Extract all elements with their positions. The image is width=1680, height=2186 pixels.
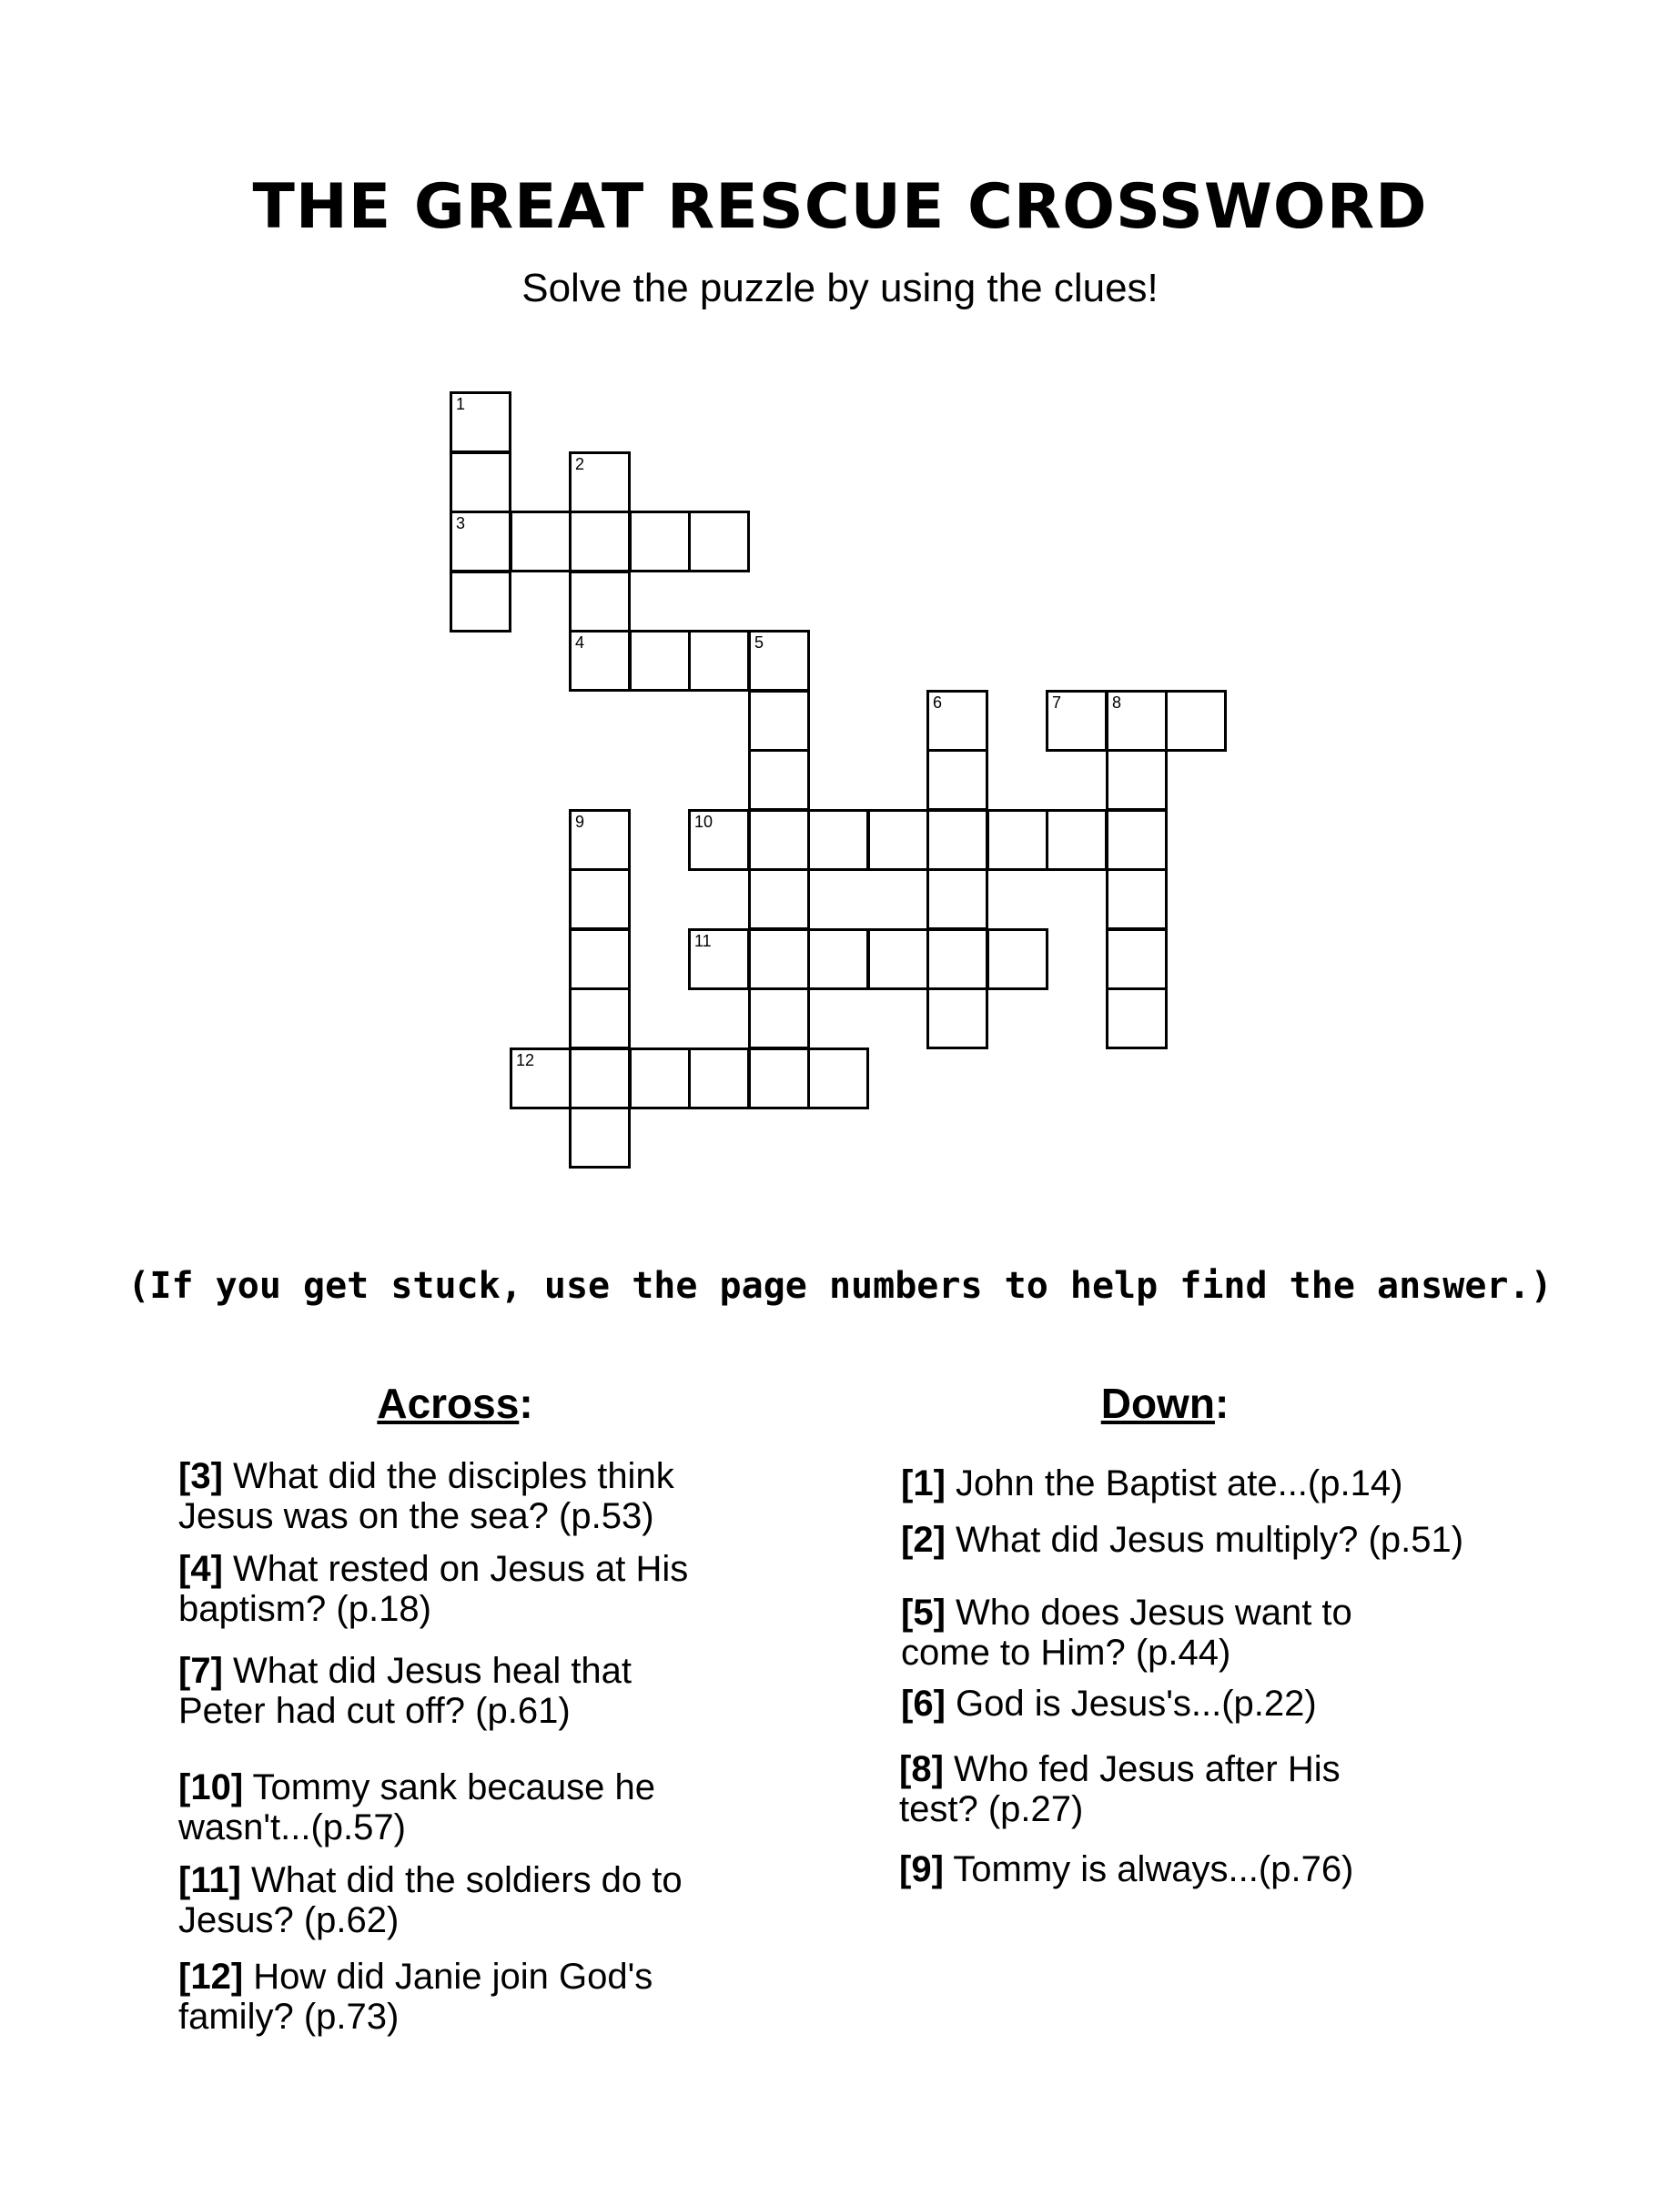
grid-cell[interactable] xyxy=(748,928,810,990)
grid-cell[interactable] xyxy=(688,630,750,692)
across-clue: [7] What did Jesus heal that Peter had cut off? (p.61) xyxy=(178,1651,633,1731)
grid-cell[interactable] xyxy=(1165,690,1227,752)
grid-cell[interactable] xyxy=(569,987,631,1049)
grid-cell[interactable] xyxy=(748,868,810,930)
across-heading: Across: xyxy=(377,1380,533,1427)
grid-cell[interactable] xyxy=(1106,868,1168,930)
across-clue: [12] How did Janie join God's family? (p.73) xyxy=(178,1957,653,2037)
down-clue: [6] God is Jesus's...(p.22) xyxy=(901,1684,1317,1724)
grid-cell[interactable] xyxy=(688,1047,750,1109)
clue-number: 12 xyxy=(516,1051,535,1069)
grid-cell[interactable] xyxy=(926,868,988,930)
down-clue: [9] Tommy is always...(p.76) xyxy=(899,1849,1354,1889)
grid-cell[interactable] xyxy=(688,511,750,572)
down-clue: [2] What did Jesus multiply? (p.51) xyxy=(901,1520,1464,1560)
grid-cell[interactable] xyxy=(867,809,929,871)
grid-cell[interactable] xyxy=(569,1107,631,1169)
grid-cell[interactable] xyxy=(569,1047,631,1109)
grid-cell[interactable] xyxy=(748,690,810,752)
across-clue: [11] What did the soldiers do to Jesus? (p.62) xyxy=(178,1860,683,1940)
down-heading: Down: xyxy=(1100,1380,1230,1427)
clue-number: 7 xyxy=(1052,693,1062,712)
grid-cell[interactable] xyxy=(926,749,988,811)
grid-cell[interactable] xyxy=(807,809,869,871)
grid-cell[interactable] xyxy=(926,809,988,871)
across-clue: [10] Tommy sank because he wasn't...(p.57) xyxy=(178,1767,655,1847)
grid-cell-5[interactable] xyxy=(748,630,810,692)
grid-cell[interactable] xyxy=(987,928,1048,990)
clue-number: 10 xyxy=(694,813,713,831)
grid-cell[interactable] xyxy=(867,928,929,990)
grid-cell[interactable] xyxy=(748,1047,810,1109)
grid-cell-7[interactable] xyxy=(1046,690,1108,752)
grid-cell[interactable] xyxy=(569,928,631,990)
clue-number: 6 xyxy=(933,693,943,712)
clue-number: 2 xyxy=(575,455,585,473)
clue-number: 4 xyxy=(575,633,585,652)
grid-cell[interactable] xyxy=(807,928,869,990)
grid-cell[interactable] xyxy=(748,809,810,871)
grid-cell[interactable] xyxy=(450,451,511,513)
grid-cell-2[interactable] xyxy=(569,451,631,513)
grid-cell[interactable] xyxy=(807,1047,869,1109)
grid-cell[interactable] xyxy=(569,571,631,633)
grid-cell[interactable] xyxy=(1106,749,1168,811)
grid-cell[interactable] xyxy=(1106,987,1168,1049)
hint-text: (If you get stuck, use the page numbers to help find the answer.) xyxy=(127,1265,1553,1307)
clue-number: 3 xyxy=(456,514,466,532)
grid-cell[interactable] xyxy=(629,630,691,692)
grid-cell-11[interactable] xyxy=(688,928,750,990)
grid-cell-6[interactable] xyxy=(926,690,988,752)
grid-cell[interactable] xyxy=(926,987,988,1049)
clue-number: 8 xyxy=(1112,693,1122,712)
grid-cell[interactable] xyxy=(748,987,810,1049)
grid-cell[interactable] xyxy=(926,928,988,990)
grid-cell[interactable] xyxy=(987,809,1048,871)
clue-number: 11 xyxy=(694,932,712,950)
clue-number: 5 xyxy=(754,633,764,652)
grid-cell-9[interactable] xyxy=(569,809,631,871)
grid-cell[interactable] xyxy=(569,511,631,572)
grid-cell[interactable] xyxy=(629,1047,691,1109)
down-clue: [8] Who fed Jesus after His test? (p.27) xyxy=(899,1749,1341,1829)
page-title: THE GREAT RESCUE CROSSWORD xyxy=(252,171,1428,243)
down-clue: [1] John the Baptist ate...(p.14) xyxy=(901,1463,1403,1503)
grid-cell[interactable] xyxy=(510,511,572,572)
grid-cell-1[interactable] xyxy=(450,391,511,453)
grid-cell[interactable] xyxy=(1106,809,1168,871)
grid-cell[interactable] xyxy=(1106,928,1168,990)
across-clue: [3] What did the disciples think Jesus was on the sea? (p.53) xyxy=(178,1456,674,1536)
down-clue: [5] Who does Jesus want to come to Him? (p.44) xyxy=(901,1593,1352,1673)
clue-number: 9 xyxy=(575,813,585,831)
grid-cell-3[interactable] xyxy=(450,511,511,572)
grid-cell-10[interactable] xyxy=(688,809,750,871)
grid-cell[interactable] xyxy=(748,749,810,811)
grid-cell-4[interactable] xyxy=(569,630,631,692)
clue-number: 1 xyxy=(456,395,466,413)
across-clue: [4] What rested on Jesus at His baptism? (p.18) xyxy=(178,1549,689,1629)
grid-cell[interactable] xyxy=(450,571,511,633)
grid-cell[interactable] xyxy=(569,868,631,930)
subtitle: Solve the puzzle by using the clues! xyxy=(521,266,1159,310)
grid-cell[interactable] xyxy=(629,511,691,572)
grid-cell[interactable] xyxy=(1046,809,1108,871)
down-section xyxy=(846,1379,1483,1428)
grid-cell-12[interactable] xyxy=(510,1047,572,1109)
grid-cell-8[interactable] xyxy=(1106,690,1168,752)
across-section xyxy=(146,1379,764,1428)
